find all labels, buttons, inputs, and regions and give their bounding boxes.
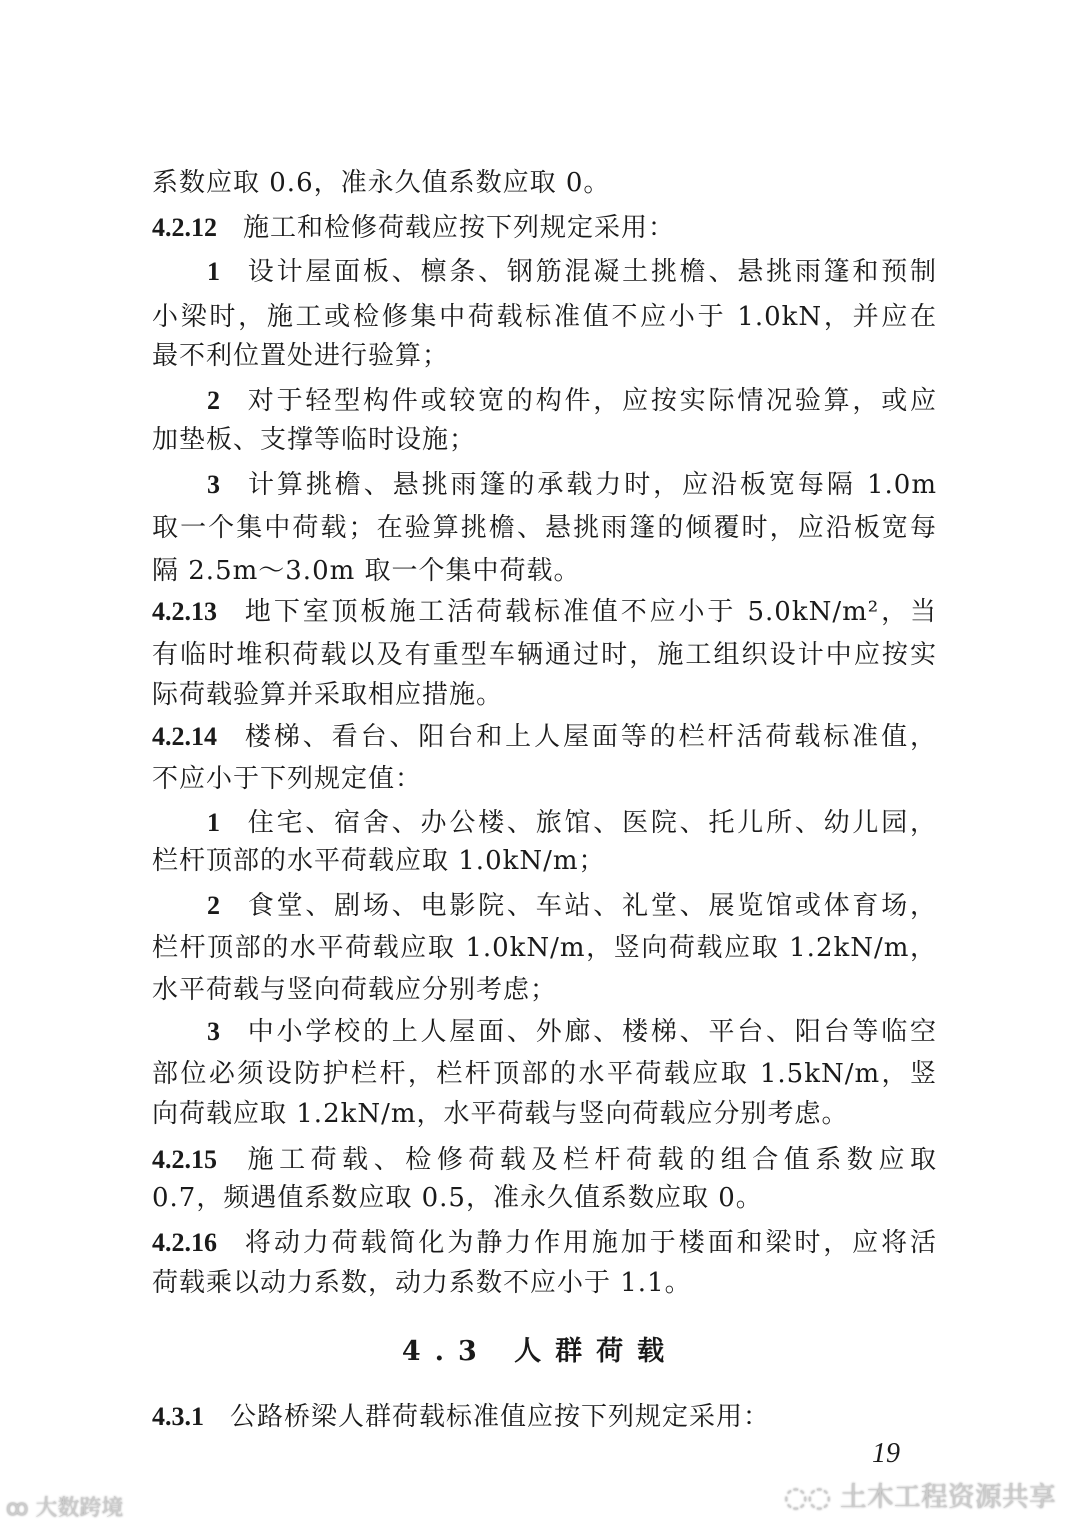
- text-line: 最不利位置处进行验算；: [152, 341, 450, 371]
- watermark-logo: ꝏ 大数跨境: [6, 1496, 124, 1521]
- text-line: 栏杆顶部的水平荷载应取 1.0kN/m；: [152, 846, 606, 876]
- text-line: 取一个集中荷载；在验算挑檐、悬挑雨篷的倾覆时，应沿板宽每: [152, 513, 937, 543]
- list-item: 3 计算挑檐、悬挑雨篷的承载力时，应沿板宽每隔 1.0m: [207, 470, 937, 500]
- text-line: 隔 2.5m～3.0m 取一个集中荷载。: [152, 556, 581, 586]
- section-title: 4.3 人群荷载: [401, 1336, 679, 1367]
- text-line: 不应小于下列规定值：: [152, 764, 423, 794]
- list-item: 1 住宅、宿舍、办公楼、旅馆、医院、托儿所、幼儿园，: [207, 808, 937, 838]
- clause-4-2-12: 4.2.12 施工和检修荷载应按下列规定采用：: [152, 213, 676, 243]
- wechat-icon: ◌◌: [784, 1482, 840, 1513]
- clause-4-2-14: 4.2.14 楼梯、看台、阳台和上人屋面等的栏杆活荷载标准值，: [152, 722, 937, 752]
- clause-4-2-13: 4.2.13 地下室顶板施工活荷载标准值不应小于 5.0kN/m²，当: [152, 597, 937, 627]
- text-line: 小梁时，施工或检修集中荷载标准值不应小于 1.0kN，并应在: [152, 302, 937, 332]
- text-line: 加垫板、支撑等临时设施；: [152, 425, 477, 455]
- list-item: 2 食堂、剧场、电影院、车站、礼堂、展览馆或体育场，: [207, 891, 937, 921]
- list-item: 2 对于轻型构件或较宽的构件，应按实际情况验算，或应: [207, 386, 937, 416]
- watermark-wechat: ◌◌ 土木工程资源共享: [784, 1482, 1056, 1513]
- text-line: 际荷载验算并采取相应措施。: [152, 680, 504, 710]
- text-line: 部位必须设防护栏杆，栏杆顶部的水平荷载应取 1.5kN/m，竖: [152, 1059, 937, 1089]
- text-line: 水平荷载与竖向荷载应分别考虑；: [152, 975, 558, 1005]
- text-line: 向荷载应取 1.2kN/m，水平荷载与竖向荷载应分别考虑。: [152, 1099, 849, 1129]
- list-item: 3 中小学校的上人屋面、外廊、楼梯、平台、阳台等临空: [207, 1017, 937, 1047]
- page-number: 19: [872, 1438, 900, 1469]
- clause-4-2-16: 4.2.16 将动力荷载简化为静力作用施加于楼面和梁时，应将活: [152, 1228, 937, 1258]
- text-line: 系数应取 0.6，准永久值系数应取 0。: [152, 168, 611, 198]
- text-line: 栏杆顶部的水平荷载应取 1.0kN/m，竖向荷载应取 1.2kN/m，: [152, 933, 937, 963]
- list-item: 1 设计屋面板、檩条、钢筋混凝土挑檐、悬挑雨篷和预制: [207, 257, 937, 287]
- clause-4-3-1: 4.3.1 公路桥梁人群荷载标准值应按下列规定采用：: [152, 1402, 771, 1432]
- text-line: 有临时堆积荷载以及有重型车辆通过时，施工组织设计中应按实: [152, 640, 937, 670]
- clause-number: 4.2.12: [152, 213, 217, 242]
- text-line: 荷载乘以动力系数，动力系数不应小于 1.1。: [152, 1268, 692, 1298]
- logo-icon: ꝏ: [6, 1496, 36, 1521]
- text-line: 0.7，频遇值系数应取 0.5，准永久值系数应取 0。: [152, 1183, 763, 1213]
- clause-4-2-15: 4.2.15 施工荷载、检修荷载及栏杆荷载的组合值系数应取: [152, 1145, 937, 1175]
